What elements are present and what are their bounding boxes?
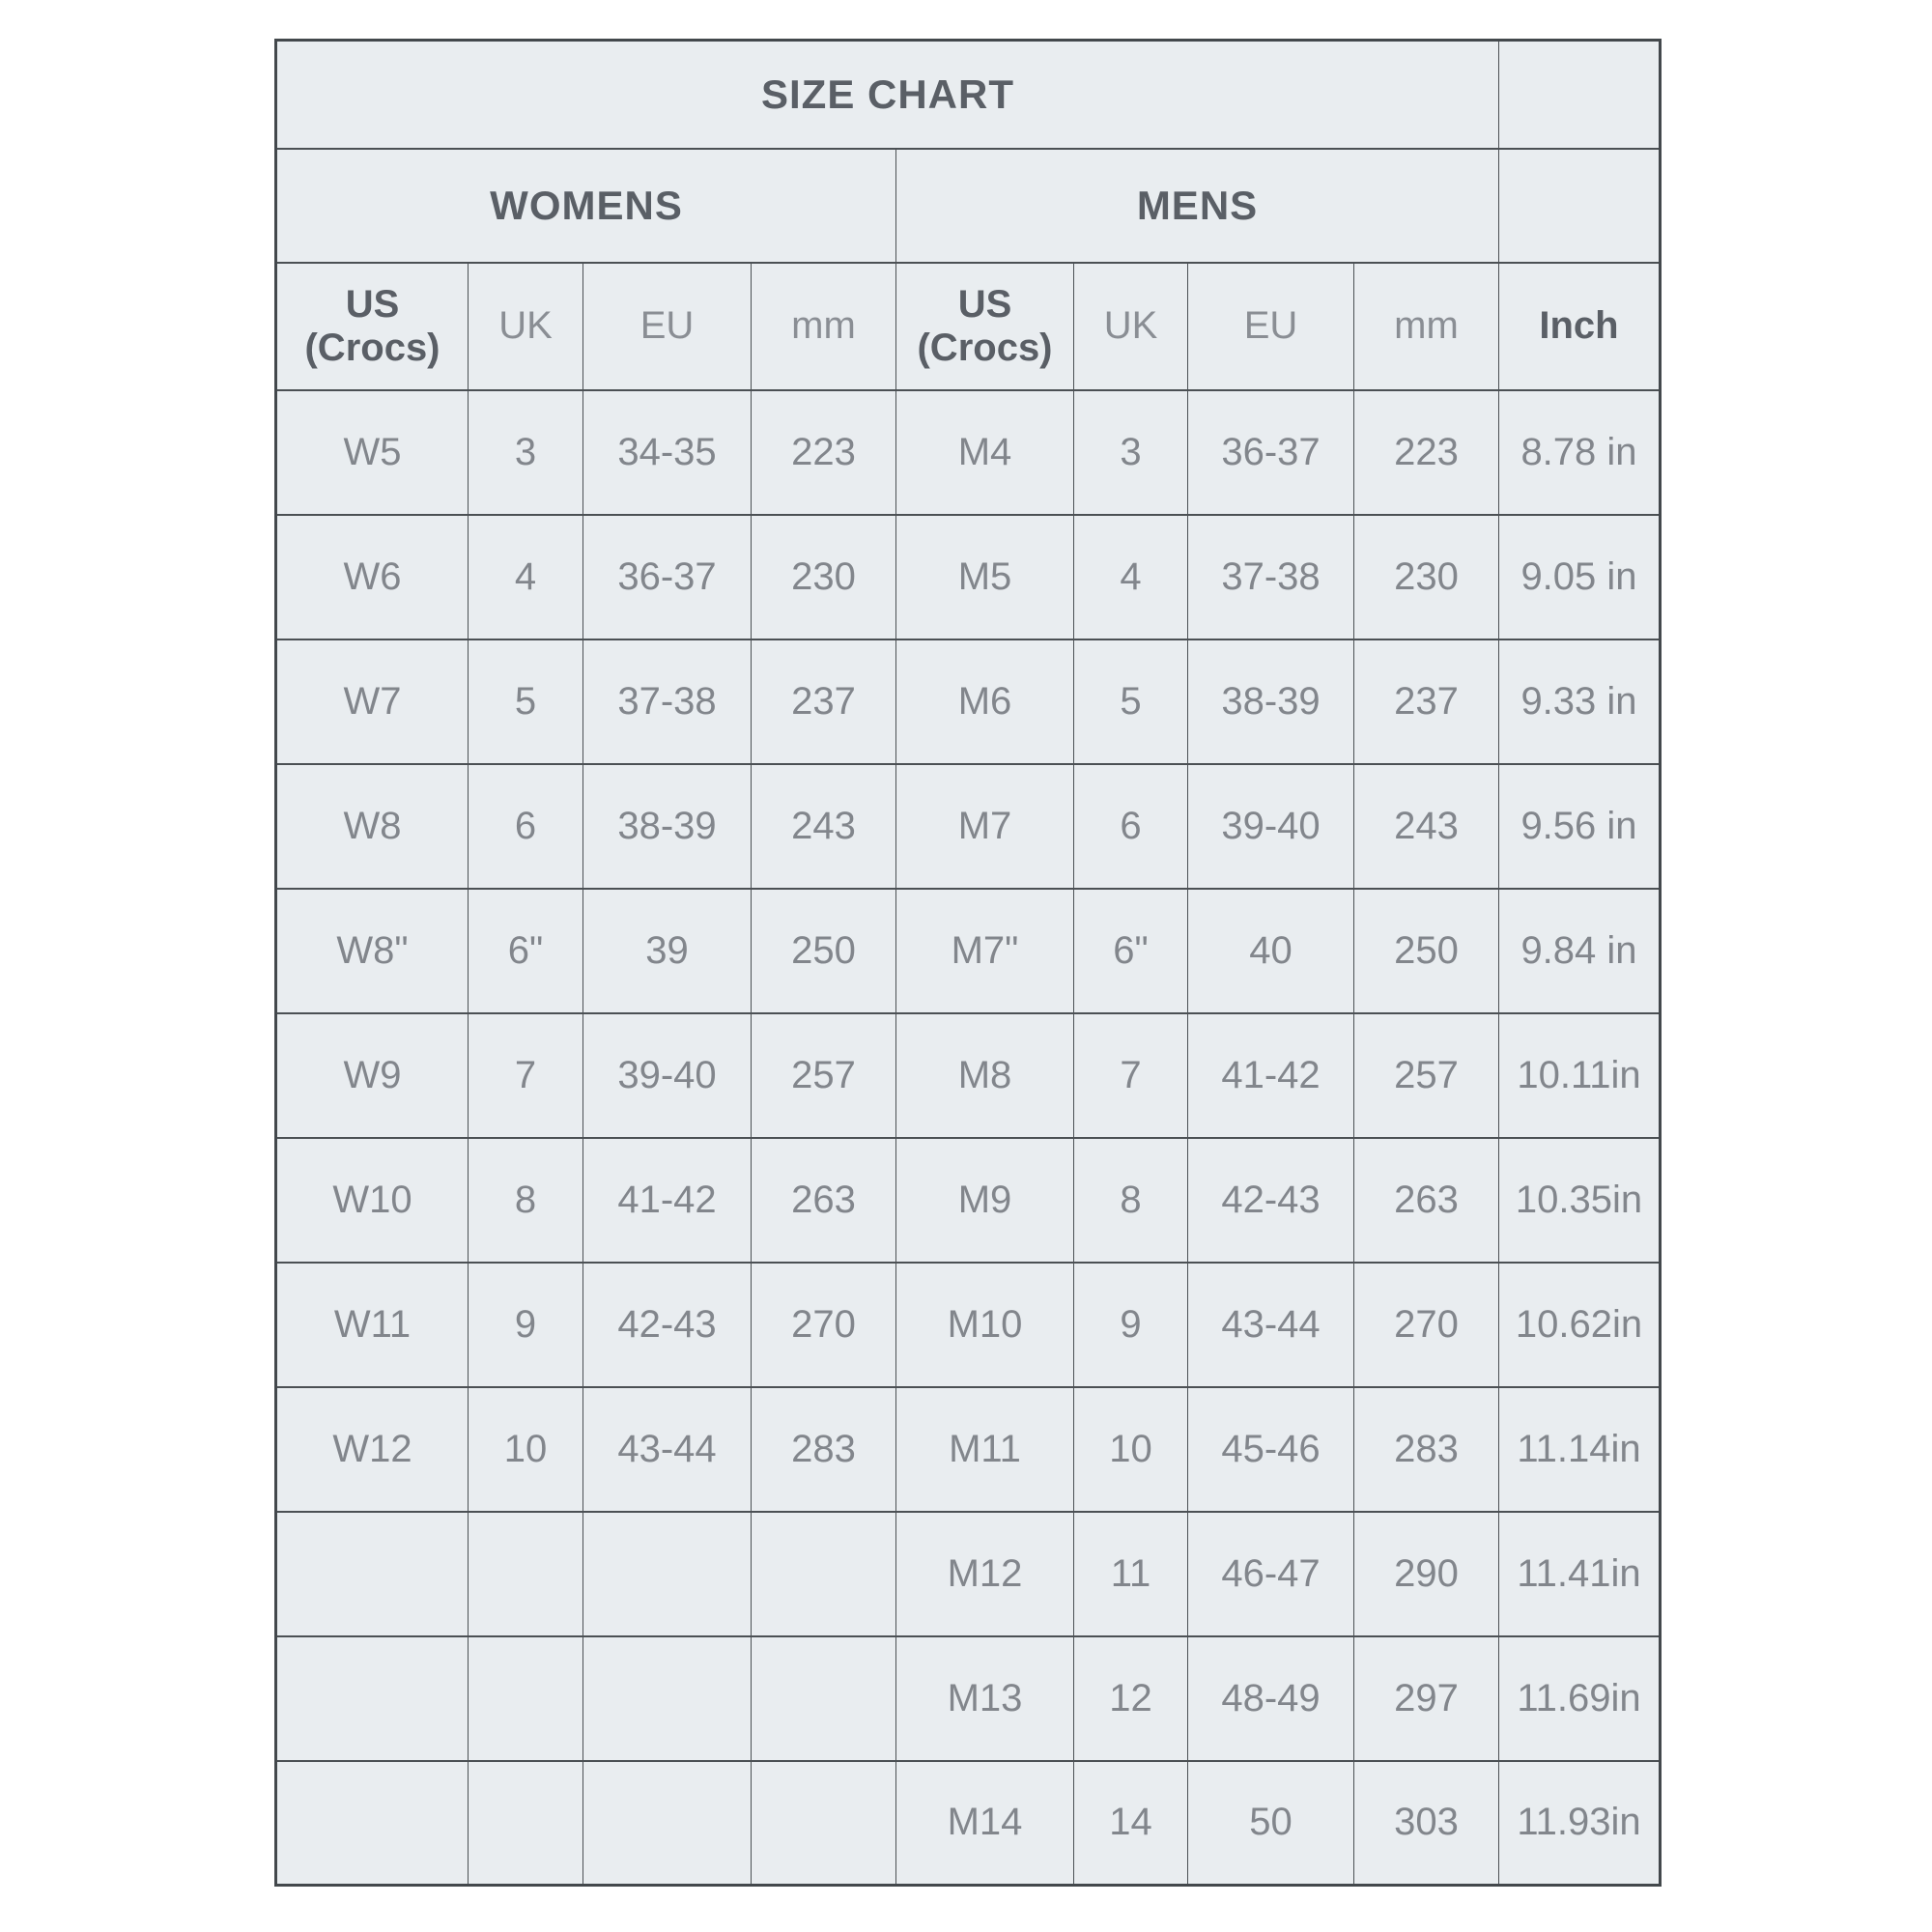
table-cell: 37-38 [1188,515,1354,639]
table-cell [583,1761,752,1886]
table-cell [469,1512,583,1636]
table-cell [752,1512,896,1636]
table-cell: 270 [1354,1263,1499,1387]
table-row [276,1013,1661,1138]
table-cell: 6 [469,764,583,889]
table-row [276,1761,1661,1886]
table-cell: 5 [469,639,583,764]
table-cell: 42-43 [583,1263,752,1387]
table-cell: 43-44 [1188,1263,1354,1387]
size-chart-table [274,39,1662,1887]
table-cell: M7 [896,764,1074,889]
table-cell: 223 [1354,390,1499,515]
table-cell: 11.41in [1499,1512,1661,1636]
column-header-womens-mm: mm [752,263,896,390]
table-cell [276,1512,469,1636]
table-cell: M13 [896,1636,1074,1761]
table-cell: M6 [896,639,1074,764]
column-header-womens-uk: UK [469,263,583,390]
table-cell: M11 [896,1387,1074,1512]
table-cell: M9 [896,1138,1074,1263]
column-header-womens-eu: EU [583,263,752,390]
table-cell: 223 [752,390,896,515]
table-cell: 11.14in [1499,1387,1661,1512]
table-cell: W11 [276,1263,469,1387]
table-cell: 48-49 [1188,1636,1354,1761]
table-cell: 7 [469,1013,583,1138]
table-cell: 38-39 [583,764,752,889]
table-cell: 283 [1354,1387,1499,1512]
table-cell: 230 [752,515,896,639]
table-cell: M7" [896,889,1074,1013]
table-title: SIZE CHART [276,41,1499,149]
table-cell: M12 [896,1512,1074,1636]
table-cell: 8 [1074,1138,1188,1263]
table-cell: 11 [1074,1512,1188,1636]
table-cell: W10 [276,1138,469,1263]
table-cell: W7 [276,639,469,764]
table-cell: 38-39 [1188,639,1354,764]
table-cell: 39-40 [1188,764,1354,889]
table-cell: 34-35 [583,390,752,515]
column-header-inch: Inch [1499,263,1661,390]
table-cell [583,1512,752,1636]
table-cell: 9.33 in [1499,639,1661,764]
table-cell: 10.11in [1499,1013,1661,1138]
table-cell: 45-46 [1188,1387,1354,1512]
table-cell: 10.35in [1499,1138,1661,1263]
table-row [276,764,1661,889]
table-cell: M8 [896,1013,1074,1138]
table-cell: 243 [1354,764,1499,889]
table-cell: W5 [276,390,469,515]
group-header-womens: WOMENS [276,149,896,263]
table-cell: 9.56 in [1499,764,1661,889]
table-cell: 42-43 [1188,1138,1354,1263]
table-cell: 10 [469,1387,583,1512]
table-cell: 270 [752,1263,896,1387]
table-cell [469,1761,583,1886]
table-cell: W8" [276,889,469,1013]
table-cell: 6" [469,889,583,1013]
table-cell: 46-47 [1188,1512,1354,1636]
column-header-mens-uk: UK [1074,263,1188,390]
table-cell [469,1636,583,1761]
table-row [276,889,1661,1013]
table-cell: 6 [1074,764,1188,889]
table-cell [752,1761,896,1886]
table-row [276,1263,1661,1387]
table-cell [276,1636,469,1761]
column-header-mens-us: US (Crocs) [896,263,1074,390]
inch-spacer-cell [1499,149,1661,263]
table-cell: 37-38 [583,639,752,764]
table-cell: 50 [1188,1761,1354,1886]
column-header-womens-us: US (Crocs) [276,263,469,390]
column-header-mens-mm: mm [1354,263,1499,390]
table-cell: 39 [583,889,752,1013]
table-cell: 39-40 [583,1013,752,1138]
table-cell: 36-37 [583,515,752,639]
table-cell: 3 [1074,390,1188,515]
table-cell: 257 [1354,1013,1499,1138]
table-cell: 9.84 in [1499,889,1661,1013]
table-cell: 290 [1354,1512,1499,1636]
table-cell: M5 [896,515,1074,639]
table-row [276,515,1661,639]
inch-spacer-cell [1499,41,1661,149]
size-chart [274,39,1662,1887]
table-cell: 8.78 in [1499,390,1661,515]
group-header-mens: MENS [896,149,1499,263]
table-cell: M4 [896,390,1074,515]
table-row [276,1512,1661,1636]
table-cell: 237 [1354,639,1499,764]
table-cell: 4 [469,515,583,639]
table-cell: 263 [1354,1138,1499,1263]
table-cell: 3 [469,390,583,515]
table-cell: W9 [276,1013,469,1138]
table-cell: 12 [1074,1636,1188,1761]
table-cell: 237 [752,639,896,764]
table-row [276,390,1661,515]
table-cell: 243 [752,764,896,889]
table-cell: 11.93in [1499,1761,1661,1886]
group-header-row [276,149,1661,263]
table-cell: 9.05 in [1499,515,1661,639]
table-cell: 7 [1074,1013,1188,1138]
table-cell: 283 [752,1387,896,1512]
table-cell: W12 [276,1387,469,1512]
table-cell: 40 [1188,889,1354,1013]
table-cell: 257 [752,1013,896,1138]
table-cell: 263 [752,1138,896,1263]
table-cell: 5 [1074,639,1188,764]
table-cell: 9 [469,1263,583,1387]
table-cell: 14 [1074,1761,1188,1886]
table-row [276,1138,1661,1263]
table-cell: W8 [276,764,469,889]
table-cell: 10 [1074,1387,1188,1512]
table-cell: 41-42 [1188,1013,1354,1138]
table-cell: 8 [469,1138,583,1263]
table-row [276,639,1661,764]
table-cell: 36-37 [1188,390,1354,515]
table-cell [276,1761,469,1886]
title-row [276,41,1661,149]
column-header-mens-eu: EU [1188,263,1354,390]
column-header-row [276,263,1661,390]
table-cell: 250 [752,889,896,1013]
table-cell: 41-42 [583,1138,752,1263]
table-cell [752,1636,896,1761]
table-cell: M14 [896,1761,1074,1886]
table-cell: 250 [1354,889,1499,1013]
table-cell: 6" [1074,889,1188,1013]
table-row [276,1636,1661,1761]
table-cell: W6 [276,515,469,639]
table-cell: 43-44 [583,1387,752,1512]
table-cell: 4 [1074,515,1188,639]
table-cell: 297 [1354,1636,1499,1761]
table-cell: 303 [1354,1761,1499,1886]
table-row [276,1387,1661,1512]
table-cell: 9 [1074,1263,1188,1387]
table-cell: M10 [896,1263,1074,1387]
table-cell [583,1636,752,1761]
table-cell: 10.62in [1499,1263,1661,1387]
table-cell: 230 [1354,515,1499,639]
table-cell: 11.69in [1499,1636,1661,1761]
